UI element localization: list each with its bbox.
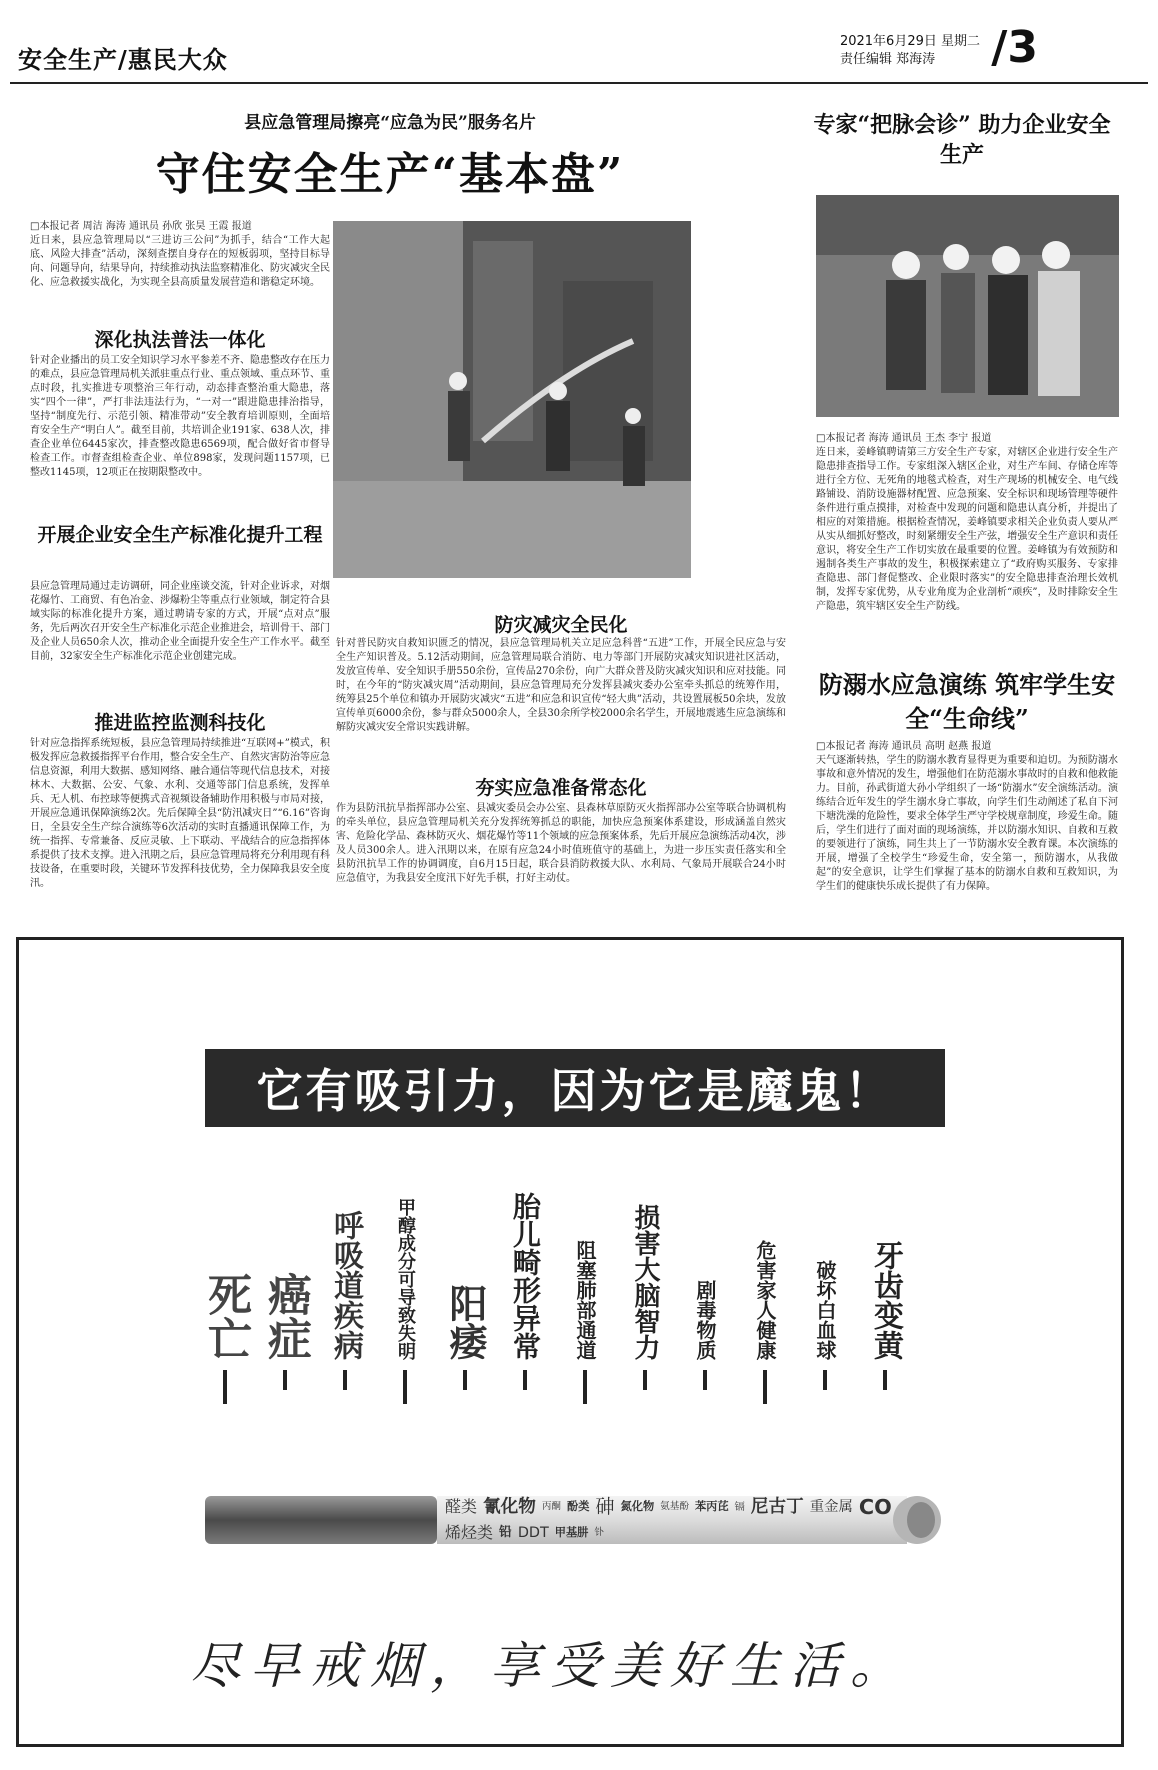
right-headline-1: 专家“把脉会诊” 助力企业安全生产 bbox=[813, 112, 1111, 168]
harm-word: 牙齿变黄 bbox=[868, 1240, 903, 1360]
chemical-word: 砷 bbox=[595, 1495, 615, 1518]
section-title-1: 深化执法普法一体化 bbox=[94, 329, 266, 351]
chemical-words bbox=[445, 1494, 905, 1546]
ruler-tick bbox=[823, 1370, 827, 1390]
chemical-word: 重金属 bbox=[809, 1499, 853, 1515]
chemical-word: DDT bbox=[517, 1525, 549, 1541]
chemical-word: 氨基酚 bbox=[660, 1501, 689, 1512]
section-text-2: 县应急管理局通过走访调研，同企业座谈交流，针对企业诉求，对烟花爆竹、工商贸、有色冶金、涉爆粉尘等重点行业领域，制定符合县域实际的标准化提升方案，通过聘请专家的方式，开展“点对点”服务，先后两次召开安全生产标准化示范企业推进会，培训骨干、部门及企业人员650余人次，推动企业全面提升安全生产工作水平。截至目前，32家安全生产标准化示范企业创建完成。 bbox=[30, 581, 330, 662]
right-byline-1: □本报记者 海涛 通讯员 王杰 李宁 报道 bbox=[816, 433, 992, 444]
chemical-word: 酚类 bbox=[567, 1500, 590, 1513]
harm-word: 危害家人健康 bbox=[753, 1240, 777, 1360]
ruler-tick bbox=[283, 1370, 287, 1390]
harm-word: 破坏白血球 bbox=[813, 1260, 837, 1360]
section-title-3: 推进监控监测科技化 bbox=[94, 712, 266, 734]
harm-word: 剧毒物质 bbox=[693, 1280, 717, 1360]
ruler-tick bbox=[523, 1370, 527, 1390]
ruler-tick bbox=[403, 1370, 407, 1404]
chemical-word: CO bbox=[858, 1495, 892, 1519]
chemical-word: 甲基肼 bbox=[554, 1526, 589, 1539]
harm-word: 损害大脑智力 bbox=[630, 1204, 660, 1360]
ad-banner: 它有吸引力，因为它是魔鬼！ bbox=[205, 1049, 945, 1127]
chemical-word: 钋 bbox=[594, 1527, 604, 1538]
header-meta bbox=[840, 33, 980, 69]
right-headline-2: 防溺水应急演练 筑牢学生安全“生命线” bbox=[818, 670, 1116, 733]
chemical-word: 尼古丁 bbox=[750, 1497, 804, 1517]
right-article-2 bbox=[816, 740, 1118, 896]
ruler-tick bbox=[223, 1370, 227, 1404]
right-text-1: 连日来，姜峰镇聘请第三方安全生产专家，对辖区企业进行安全生产隐患排查指导工作。专家组深入辖区企业，对生产车间、存储仓库等进行全方位、无死角的地毯式检查，对生产现场的机械安全、电气线路铺设、消防设施器材配置、应急预案、安全标识和现场管理等硬件条件进行重点摸排，对检查中发现的问题和隐患认真分析，并提出了相应的对策措施。根据检查情况，姜峰镇要求相关企业负责人要从严从实从细抓好整改，时刻紧绷安全生产弦，增强安全生产意识和责任意识，将安全生产工作切实放在最重要的位置。姜峰镇为有效预防和遏制各类生产事故的发生，积极探索建立了“政府购买服务、专家排查隐患、部门督促整改、企业限时落实”的安全隐患排查治理长效机制，发挥专家优势，从专业角度为企业剖析“顽疾”，及时排除安全生产隐患，筑牢辖区安全生产防线。 bbox=[816, 447, 1118, 612]
ruler-tick bbox=[763, 1370, 767, 1404]
section-text-5: 作为县防汛抗旱指挥部办公室、县减灾委员会办公室、县森林草原防灭火指挥部办公室等联合协调机构的牵头单位，县应急管理局机关充分发挥统筹抓总的职能，加快应急预案体系建设，形成涵盖自然灾害、危险化学品、森林防灭火、烟花爆竹等11个领域的应急预案体系，先后开展应急演练活动4次，涉及人员300余人。进入汛期以来，在原有应急24小时值班值守的基础上，为进一步压实责任落实和全县防汛抗旱工作的协调调度，自6月15日起，联合县消防救援大队、水利局、气象局开展联合24小时应急值守，为我县安全度汛下好先手棋，打好主动仗。 bbox=[336, 803, 786, 884]
firefighters-illustration bbox=[333, 221, 691, 578]
ruler-tick bbox=[463, 1370, 467, 1390]
section-title: 安全生产/惠民大众 bbox=[18, 45, 228, 74]
editor-credit: 责任编辑 郑海涛 bbox=[839, 52, 936, 67]
ruler-tick bbox=[643, 1370, 647, 1390]
section-name: 安全生产 bbox=[18, 45, 118, 74]
harm-word: 阻塞肺部通道 bbox=[573, 1240, 597, 1360]
main-intro bbox=[30, 220, 330, 298]
harm-word: 胎儿畸形异常 bbox=[509, 1192, 542, 1360]
harm-word: 癌症 bbox=[260, 1272, 311, 1360]
main-headline: 守住安全生产“基本盘” bbox=[155, 149, 625, 200]
column-name: 惠民大众 bbox=[127, 45, 228, 74]
chemical-word: 苯丙芘 bbox=[694, 1500, 729, 1513]
main-byline: □本报记者 周洁 海涛 通讯员 孙欣 张昊 王霞 报道 bbox=[30, 221, 252, 232]
chemical-word: 醛类 bbox=[445, 1497, 478, 1516]
ruler-tick bbox=[883, 1370, 887, 1390]
inspection-photo bbox=[816, 195, 1119, 417]
harm-word: 甲醇成分可导致失明 bbox=[395, 1198, 416, 1360]
main-intro-text: 近日来，县应急管理局以“三进访三公问”为抓手，结合“工作大起底、风险大排查”活动，深刻查摆自身存在的短板弱项，坚持目标导向、问题导向，结果导向，持续推动执法监察精准化、防灾减灾全民化、应急救援实战化，为实现全县高质量发展营造和谐稳定环境。 bbox=[30, 235, 330, 288]
ruler-tick bbox=[343, 1370, 347, 1390]
harm-word: 呼吸道疾病 bbox=[328, 1210, 363, 1360]
issue-date: 2021年6月29日 星期二 bbox=[839, 34, 980, 49]
chemical-word: 烯烃类 bbox=[445, 1523, 494, 1542]
harm-word: 死亡 bbox=[200, 1272, 251, 1360]
chemical-word: 铅 bbox=[499, 1525, 512, 1540]
inspection-illustration bbox=[816, 195, 1119, 417]
chemical-word: 镉 bbox=[734, 1501, 745, 1513]
chemical-word: 氰化物 bbox=[483, 1497, 536, 1517]
section-title-4: 防灾减灾全民化 bbox=[494, 614, 628, 636]
page-number: /3 bbox=[991, 22, 1038, 73]
main-kicker: 县应急管理局擦亮“应急为民”服务名片 bbox=[244, 113, 536, 133]
section-text-1: 针对企业播出的员工安全知识学习水平参差不齐、隐患整改存在压力的难点，县应急管理局机关派驻重点行业、重点领域、重点环节、重点时段，扎实推进专项整治三年行动，动态排查整治重大隐患，落实“四个一律”，严打非法违法行为，“一对一”跟进隐患排治指导，坚持“制度先行、示范引领、精准带动”安全教育培训原则，全面培育安全生产“明白人”。截至目前，共培训企业191家、638人次，排查企业单位6445家次，排查整改隐患6569项，配合做好省市督导检查工作。市督查组检查企业、单位898家，发现问题1157项，已整改1145项，12项正在按期限整改中。 bbox=[30, 355, 330, 478]
harm-word: 阳痿 bbox=[443, 1284, 487, 1360]
harm-words-container bbox=[195, 1170, 915, 1470]
section-text-3: 针对应急指挥系统短板，县应急管理局持续推进“互联网+”模式，积极发挥应急救援指挥平台作用，整合安全生产、自然灾害防治等应急信息资源，利用大数据、感知网络、融合通信等现代信息技术，对接林木、大数据、公安、气象、水利、交通等部门信息系统，发挥单兵、无人机、布控球等便携式音视频设备辅助作用积极与市局对接，开展应急通讯保障演练2次。先后保障全县“防汛减灾日”“6.16”咨询日，全县安全生产综合演练等6次活动的实时直播通讯保障工作，为统一指挥、专常兼备、反应灵敏、上下联动、平战结合的应急指挥体系提供了技术支撑。进入汛期之后，县应急管理局将充分利用现有科技设备，在重要时段，关键环节发挥科技优势，全力保障我县安全度汛。 bbox=[30, 738, 330, 889]
right-article-1 bbox=[816, 432, 1118, 632]
ruler-tick bbox=[583, 1370, 587, 1404]
chemical-word: 氮化物 bbox=[620, 1500, 655, 1513]
right-byline-2: □本报记者 海涛 通讯员 高明 赵燕 报道 bbox=[816, 741, 992, 752]
section-title-5: 夯实应急准备常态化 bbox=[475, 777, 647, 799]
firefighters-photo bbox=[333, 221, 691, 578]
ad-slogan: 尽早戒烟，享受美好生活。 bbox=[190, 1637, 910, 1695]
section-title-2: 开展企业安全生产标准化提升工程 bbox=[37, 524, 323, 546]
harm-words bbox=[195, 1170, 915, 1470]
right-text-2: 天气逐渐转热，学生的防溺水教育显得更为重要和迫切。为预防溺水事故和意外情况的发生，增强他们在防范溺水事故时的自救和他救能力。目前，孙武街道大孙小学组织了一场“防溺水”安全演练活动。演练结合近年发生的学生溺水身亡事故，向学生们生动阐述了私自下河下塘洗澡的危险性，要求全体学生严守学校规章制度，珍爱生命。随后，学生们进行了面对面的现场演练，并以防溺水知识、自救和互救的要领进行了演练，同生共上了一节防溺水安全教育课。本次演练的开展，增强了全校学生“珍爱生命，安全第一，预防溺水，从我做起”的安全意识，让学生们掌握了基本的防溺水自救和互救知识，为学生们的健康快乐成长提供了有力保障。 bbox=[816, 755, 1118, 892]
cigarette-illustration bbox=[205, 1490, 945, 1550]
header-rule bbox=[10, 82, 1148, 84]
ruler-tick bbox=[703, 1370, 707, 1390]
section-text-4: 针对普民防灾自救知识匮乏的情况，县应急管理局机关立足应急科普“五进”工作，开展全民应急与安全生产知识普及。5.12活动期间，应急管理局联合消防、电力等部门开展防灾减灾知识进社区活动，发放宣传单、安全知识手册550余份，宣传品270余份，向广大群众普及防灾减灾知识和应对技能。同时，在今年的“防灾减灾周”活动期间，县应急管理局充分发挥县减灾委办公室牵头抓总的统筹作用，统筹县25个单位和镇办开展防灾减灾“五进”和应急和识宣传“轻大典”活动，共设置展板50余块，发放宣传单页6000余份，参与群众5000余人，全县30余所学校2000余名学生，开展地震逃生应急演练和解防灾减灾安全常识实践讲解。 bbox=[336, 638, 786, 733]
chemical-word: 丙酮 bbox=[541, 1501, 561, 1512]
